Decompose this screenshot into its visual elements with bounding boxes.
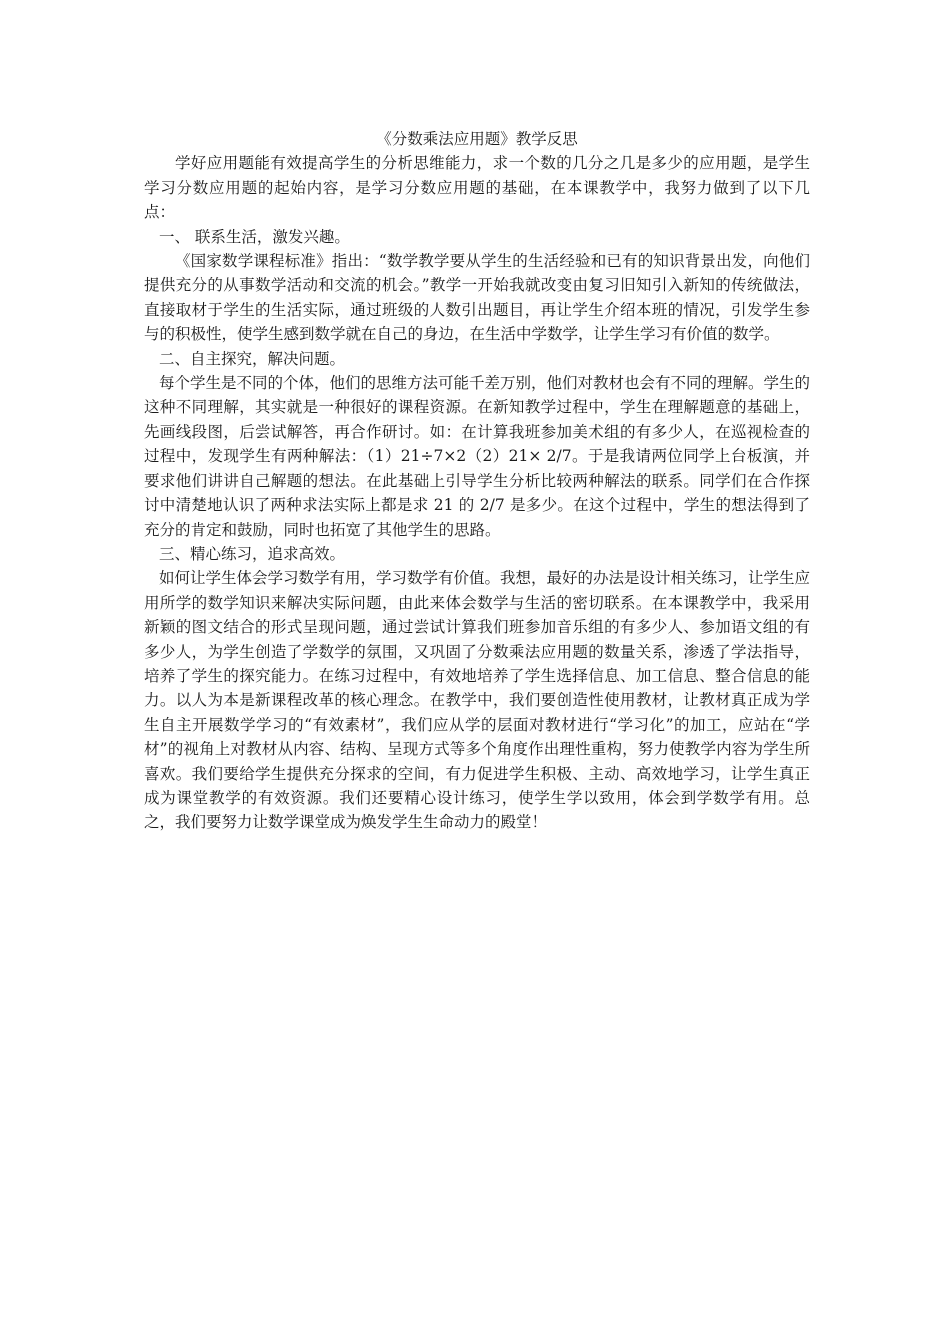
section-2-heading: 二、自主探究，解决问题。 — [159, 349, 346, 368]
intro-paragraph: 学好应用题能有效提高学生的分析思维能力，求一个数的几分之几是多少的应用题，是学生学习分数应用题的起始内容，是学习分数应用题的基础，在本课教学中，我努力做到了以下几点： — [144, 154, 810, 222]
section-3-heading: 三、精心练习，追求高效。 — [159, 544, 346, 563]
section-3-paragraph: 如何让学生体会学习数学有用，学习数学有价值。我想，最好的办法是设计相关练习，让学生应用所学的数学知识来解决实际问题，由此来体会数学与生活的密切联系。在本课教学中，我采用新颖的图文结合的形式呈现问题，通过尝试计算我们班参加音乐组的有多少人、参加语文组的有多少人，为学生创造了学数学的氛围，又巩固了分数乘法应用题的数量关系，渗透了学法指导，培养了学生的探究能力。在练习过程中，有效地培养了学生选择信息、加工信息、整合信息的能力。以人为本是新课程改革的核心理念。在教学中，我们要创造性使用教材，让教材真正成为学生自主开展数学学习的“有效素材”，我们应从学的层面对教材进行“学习化”的加工，应站在“学材”的视角上对教材从内容、结构、呈现方式等多个角度作出理性重构，努力使教学内容为学生所喜欢。我们要给学生提供充分探求的空间，有力促进学生积极、主动、高效地学习，让学生真正成为课堂教学的有效资源。我们还要精心设计练习，使学生学以致用，体会到学数学有用。总之，我们要努力让数学课堂成为焕发学生生命动力的殿堂！ — [144, 569, 811, 832]
section-1-paragraph: 《国家数学课程标准》指出：“数学教学要从学生的生活经验和已有的知识背景出发，向他们提供充分的从事数学活动和交流的机会。”教学一开始我就改变由复习旧知引入新知的传统做法，直接取材于学生的生活实际，通过班级的人数引出题目，再让学生介绍本班的情况，引发学生参与的积极性，使学生感到数学就在自己的身边，在生活中学数学，让学生学习有价值的数学。 — [144, 252, 810, 344]
document-title: 《分数乘法应用题》教学反思 — [376, 130, 578, 148]
document-body — [144, 127, 810, 835]
section-2-paragraph: 每个学生是不同的个体，他们的思维方法可能千差万别，他们对教材也会有不同的理解。学生的这种不同理解，其实就是一种很好的课程资源。在新知教学过程中，学生在理解题意的基础上，先画线段图，后尝试解答，再合作研讨。如：在计算我班参加美术组的有多少人，在巡视检查的过程中，发现学生有两种解法：（1）21÷7×2（2）21× 2/7。于是我请两位同学上台板演，并要求他们讲讲自己解题的想法。在此基础上引导学生分析比较两种解法的联系。同学们在合作探讨中清楚地认识了两种求法实际上都是求 21 的 2/7 是多少。在这个过程中，学生的想法得到了充分的肯定和鼓励，同时也拓宽了其他学生的思路。 — [144, 374, 811, 539]
section-1-heading: 一、 联系生活，激发兴趣。 — [159, 227, 350, 246]
